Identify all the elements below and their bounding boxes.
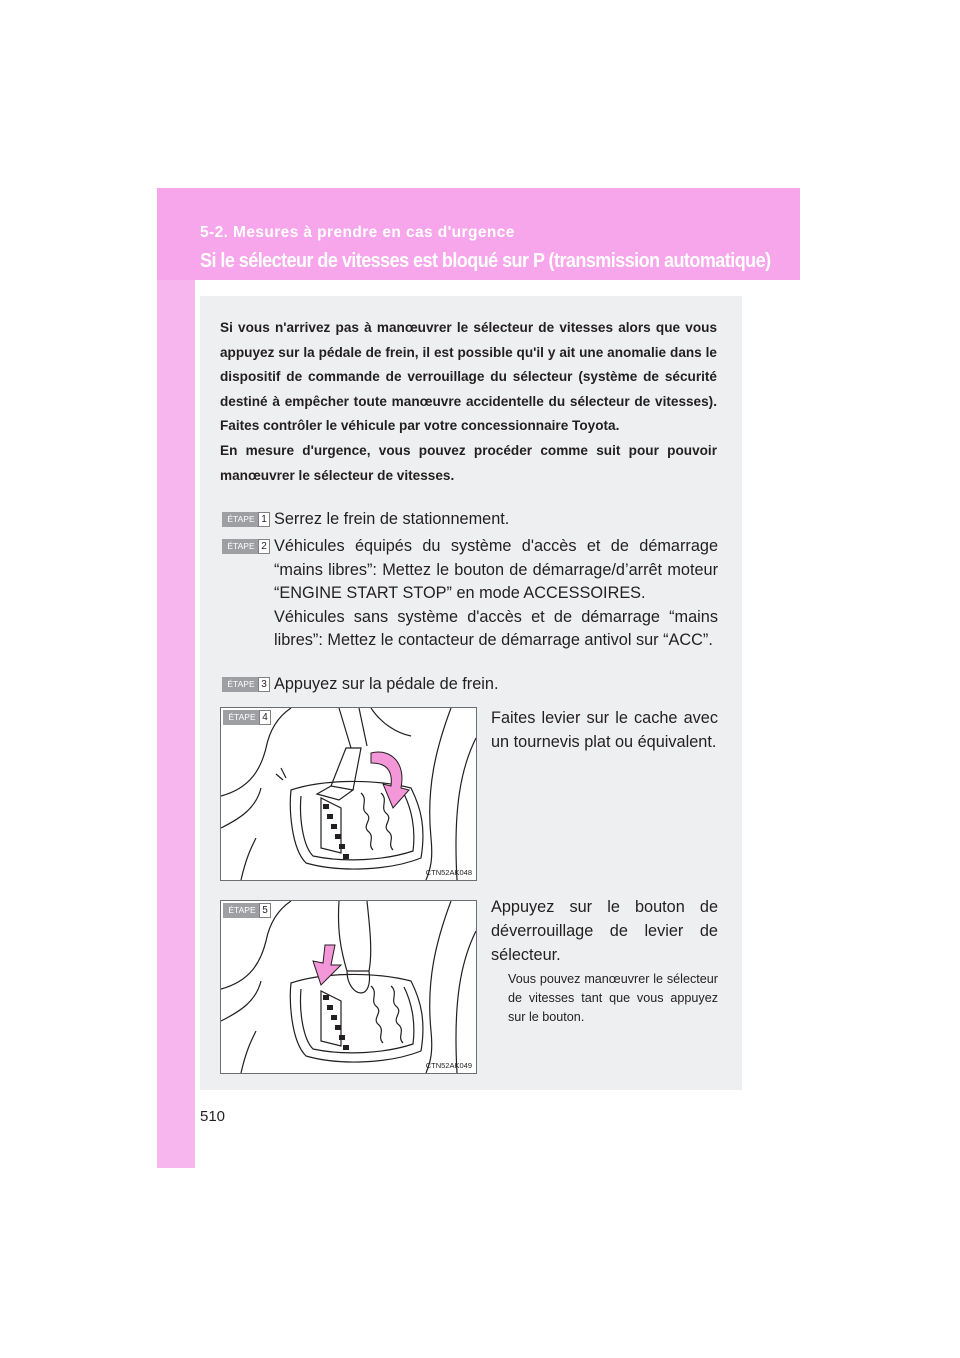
step-text: Appuyez sur le bouton de déverrouillage de levier de sélecteur. xyxy=(491,898,718,964)
step-badge-label: ÉTAPE xyxy=(223,710,261,725)
figure-code: CTN52AK049 xyxy=(425,1061,472,1070)
page-title: Si le sélecteur de vitesses est bloqué sur P (transmission automatique) xyxy=(200,250,771,272)
step-badge xyxy=(223,710,271,725)
shifter-illustration-1 xyxy=(221,708,476,880)
step-badge-label: ÉTAPE xyxy=(222,539,260,554)
step-3 xyxy=(222,673,718,697)
page-number: 510 xyxy=(200,1108,226,1125)
step-badge xyxy=(222,677,270,692)
step-4-text xyxy=(491,706,718,754)
step-1 xyxy=(222,508,718,532)
step-5-figure xyxy=(220,900,477,1074)
step-text xyxy=(274,535,718,653)
step-badge-label: ÉTAPE xyxy=(223,903,261,918)
step-badge-label: ÉTAPE xyxy=(222,677,260,692)
step-text-part-1: Véhicules équipés du système d'accès et de démarrage “mains libres”: Mettez le bouton de démarrage/d’arrêt moteur “ENGINE START STOP” en mode ACCESSOIRES. xyxy=(274,537,718,602)
step-4-figure xyxy=(220,707,477,881)
step-badge xyxy=(223,903,271,918)
intro-paragraph-2: En mesure d'urgence, vous pouvez procéder comme suit pour pouvoir manœuvrer le sélecteur de vitesses. xyxy=(220,442,717,483)
step-badge-number: 3 xyxy=(258,677,270,692)
step-text: Appuyez sur la pédale de frein. xyxy=(274,675,499,693)
shifter-illustration-2 xyxy=(221,901,476,1073)
step-badge-number: 1 xyxy=(258,512,270,527)
step-badge-number: 5 xyxy=(259,903,271,918)
step-badge xyxy=(222,539,270,554)
intro-text xyxy=(220,316,717,488)
step-text: Serrez le frein de stationnement. xyxy=(274,510,510,528)
step-2 xyxy=(222,535,718,653)
step-text-part-2: Véhicules sans système d'accès et de démarrage “mains libres”: Mettez le contacteur de démarrage antivol sur “ACC”. xyxy=(274,607,718,649)
step-5-note: Vous pouvez manœuvrer le sélecteur de vitesses tant que vous appuyez sur le bouton. xyxy=(508,972,718,1024)
section-label: 5-2. Mesures à prendre en cas d'urgence xyxy=(200,224,515,241)
step-badge xyxy=(222,512,270,527)
step-5-text xyxy=(491,895,718,967)
step-badge-number: 2 xyxy=(258,539,270,554)
step-badge-label: ÉTAPE xyxy=(222,512,260,527)
step-badge-number: 4 xyxy=(259,710,271,725)
figure-code: CTN52AK048 xyxy=(425,868,472,877)
intro-paragraph-1: Si vous n'arrivez pas à manœuvrer le sélecteur de vitesses alors que vous appuyez sur la pédale de frein, il est possible qu'il y ait une anomalie dans le dispositif de commande de verrouillage du sélecteur (système de sécurité destiné à empêcher toute manœuvre accidentelle du sélecteur de vitesses). Faites contrôler le véhicule par votre concessionnaire Toyota. xyxy=(220,320,717,434)
step-text: Faites levier sur le cache avec un tournevis plat ou équivalent. xyxy=(491,709,718,751)
left-margin-strip xyxy=(157,188,195,1168)
